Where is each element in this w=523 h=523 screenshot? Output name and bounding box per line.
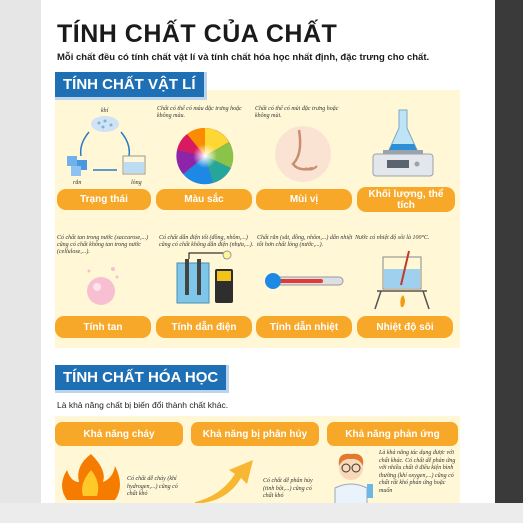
- color-cell: [157, 106, 253, 189]
- chemical-description: Là khả năng chất bị biến đổi thành chất khác.: [57, 400, 229, 410]
- decomposition-caption: Có chất dễ phân hủy (tinh bột,...) cũng có chất khó: [263, 478, 313, 499]
- heat-conductivity-caption: Chất rắn (sắt, đồng, nhôm,...) dẫn nhiệt tốt hơn chất lỏng (nước,...).: [257, 235, 353, 248]
- pill-solubility: Tính tan: [55, 316, 151, 338]
- balance-scale-icon: [355, 104, 451, 184]
- thermometer-icon: [257, 249, 353, 309]
- pill-color: Màu sắc: [156, 189, 252, 210]
- fire-icon: [57, 452, 125, 506]
- viewer-left-margin: [0, 0, 41, 523]
- beaker-on-burner-icon: [355, 249, 451, 311]
- diagram-label-solid: rắn: [73, 180, 82, 186]
- heat-conductivity-cell: [257, 235, 353, 314]
- document-page: [41, 0, 495, 503]
- mass-cell: [355, 104, 451, 189]
- pill-heat-conductivity: Tính dẫn nhiệt: [256, 316, 352, 338]
- physical-header: TÍNH CHẤT VẬT LÍ: [55, 72, 207, 100]
- state-cell: [59, 104, 155, 191]
- flammability-caption: Có chất dễ cháy (khí hydrogen,...) cũng có chất khó: [127, 476, 178, 497]
- pill-conductivity: Tính dẫn điện: [156, 316, 252, 338]
- page-subtitle: Mỗi chất đều có tính chất vật lí và tính chất hóa học nhất định, đặc trưng cho chất.: [57, 52, 430, 63]
- boiling-caption: Nước có nhiệt độ sôi là 100°C.: [355, 235, 430, 241]
- pill-smell: Mùi vị: [256, 189, 352, 210]
- viewer-bottom-bar: [0, 503, 523, 523]
- chemical-header: TÍNH CHẤT HÓA HỌC: [55, 365, 229, 393]
- diagram-label-liquid: lỏng: [131, 180, 142, 186]
- nose-icon: [255, 120, 351, 184]
- scientist-icon: [329, 450, 377, 506]
- pill-boiling-point: Nhiệt độ sôi: [357, 316, 453, 338]
- diagram-label-gas: khí: [101, 108, 109, 114]
- viewer-right-edge: [495, 0, 523, 523]
- pill-reactivity: Khả năng phản ứng: [327, 422, 458, 446]
- solubility-caption: Có chất tan trong nước (saccarose,...) cũng có chất không tan trong nước (cellulose,...).: [57, 235, 149, 255]
- smell-caption: Chất có thể có mùi đặc trưng hoặc không mùi.: [255, 106, 339, 119]
- pill-decomposition: Khả năng bị phân hủy: [191, 422, 319, 446]
- pill-flammability: Khả năng cháy: [55, 422, 183, 446]
- page-title: TÍNH CHẤT CỦA CHẤT: [57, 20, 338, 48]
- conductivity-cell: [159, 235, 255, 314]
- smell-cell: [255, 106, 351, 189]
- pill-mass: Khối lượng, thể tích: [357, 187, 455, 212]
- conductivity-caption: Có chất dẫn điện tốt (đồng, nhôm,...) cũng có chất không dẫn điện (nhựa,...).: [159, 235, 254, 248]
- reactivity-caption: Là khả năng tác dụng được với chất khác. Có chất dễ phản ứng với nhiều chất ở điều kiện bình thường (khí oxygen,...) cũng có chất rất khó phản ứng hoặc muốn: [379, 450, 456, 494]
- color-wheel-icon: [157, 120, 253, 184]
- electric-circuit-icon: [159, 249, 255, 309]
- state-of-matter-diagram: [59, 104, 155, 186]
- decomposition-arrow-icon: [191, 452, 261, 506]
- pill-state: Trạng thái: [57, 189, 151, 210]
- boiling-cell: [355, 235, 451, 316]
- solubility-cell: [57, 235, 153, 314]
- color-caption: Chất có thể có màu đặc trưng hoặc không màu.: [157, 106, 242, 119]
- dissolving-tablet-icon: [57, 249, 153, 309]
